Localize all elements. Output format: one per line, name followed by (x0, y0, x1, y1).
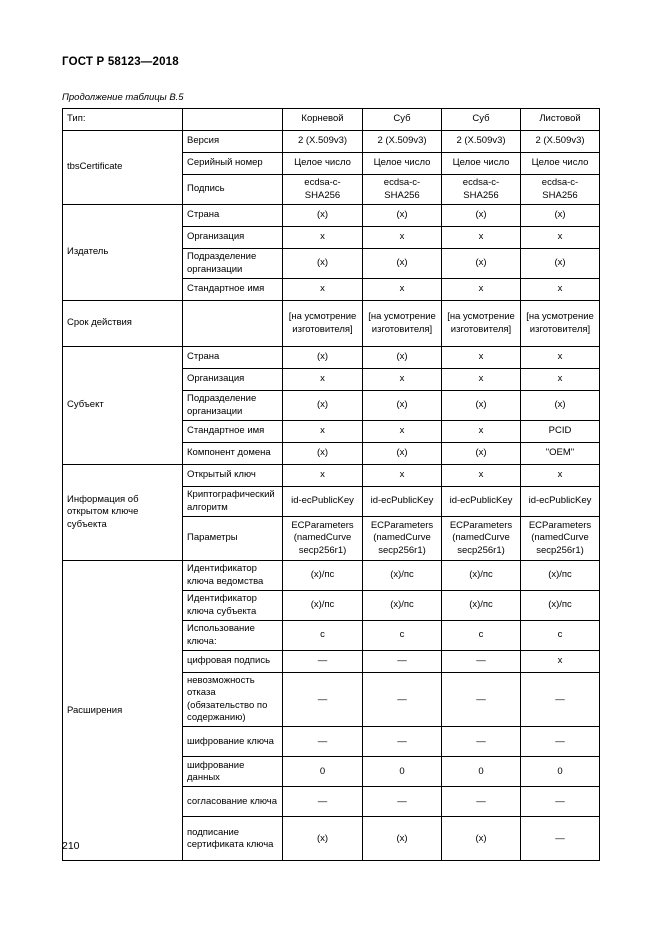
row-label: Страна (183, 205, 283, 227)
cell-value: (x) (442, 391, 521, 421)
certificate-profile-table (62, 108, 600, 861)
cell-value: — (521, 673, 600, 727)
cell-value: [на усмотрение изготовителя] (283, 301, 363, 347)
row-group-label: tbsCertificate (63, 131, 183, 205)
cell-value: 0 (521, 757, 600, 787)
cell-value: (x) (363, 443, 442, 465)
row-label: Серийный номер (183, 153, 283, 175)
row-label (183, 301, 283, 347)
cell-value: x (442, 347, 521, 369)
cell-value: 2 (X.509v3) (283, 131, 363, 153)
row-label: Подразделение организации (183, 391, 283, 421)
table-row (63, 347, 600, 369)
cell-value: с (363, 621, 442, 651)
row-label: Организация (183, 227, 283, 249)
cell-value: [на усмотрение изготовителя] (363, 301, 442, 347)
cell-value: — (363, 651, 442, 673)
cell-value: (x) (521, 391, 600, 421)
cell-value: x (283, 465, 363, 487)
table-row (63, 465, 600, 487)
cell-value: (x)/пс (521, 561, 600, 591)
column-header: Суб (363, 109, 442, 131)
row-label: Открытый ключ (183, 465, 283, 487)
row-label: Страна (183, 347, 283, 369)
cell-value: (x) (283, 817, 363, 861)
cell-value: x (521, 347, 600, 369)
cell-value: (x) (363, 205, 442, 227)
cell-value: — (283, 727, 363, 757)
cell-value: ECParameters (namedCurve secp256r1) (442, 517, 521, 561)
cell-value: id-ecPublicKey (442, 487, 521, 517)
row-group-label: Издатель (63, 205, 183, 301)
table-row (63, 205, 600, 227)
column-header: Суб (442, 109, 521, 131)
cell-value: x (363, 227, 442, 249)
cell-value: (x)/пс (363, 591, 442, 621)
cell-value: x (283, 279, 363, 301)
row-label: Подразделение организации (183, 249, 283, 279)
cell-value: x (363, 421, 442, 443)
cell-value: — (363, 673, 442, 727)
row-label: Параметры (183, 517, 283, 561)
cell-value: Целое число (283, 153, 363, 175)
cell-value: x (521, 279, 600, 301)
cell-value: x (363, 465, 442, 487)
cell-value: (x) (442, 817, 521, 861)
cell-value: x (442, 279, 521, 301)
cell-value: 0 (283, 757, 363, 787)
row-label: Стандартное имя (183, 279, 283, 301)
cell-value: — (283, 651, 363, 673)
cell-value: 0 (363, 757, 442, 787)
table-row (63, 301, 600, 347)
cell-value: x (283, 369, 363, 391)
cell-value: ECParameters (namedCurve secp256r1) (363, 517, 442, 561)
cell-value: (x) (521, 205, 600, 227)
cell-value: [на усмотрение изготовителя] (442, 301, 521, 347)
row-group-label: Информация об открытом ключе субъекта (63, 465, 183, 561)
row-group-label: Субъект (63, 347, 183, 465)
cell-value: — (442, 673, 521, 727)
row-group-label: Срок действия (63, 301, 183, 347)
cell-value: — (442, 651, 521, 673)
cell-value: Целое число (363, 153, 442, 175)
page-number: 210 (62, 840, 80, 852)
table-header-row (63, 109, 600, 131)
cell-value: id-ecPublicKey (283, 487, 363, 517)
cell-value: Целое число (442, 153, 521, 175)
cell-value: ecdsa-c-SHA256 (442, 175, 521, 205)
row-label: Подпись (183, 175, 283, 205)
cell-value: — (283, 673, 363, 727)
cell-value: x (442, 227, 521, 249)
corner-cell-empty (183, 109, 283, 131)
cell-value: (x) (283, 391, 363, 421)
cell-value: — (283, 787, 363, 817)
cell-value: (x) (442, 443, 521, 465)
cell-value: (x)/пс (363, 561, 442, 591)
cell-value: (x) (283, 443, 363, 465)
cell-value: 2 (X.509v3) (363, 131, 442, 153)
row-label: согласование ключа (183, 787, 283, 817)
cell-value: (x) (363, 817, 442, 861)
cell-value: (x) (442, 249, 521, 279)
cell-value: Целое число (521, 153, 600, 175)
row-label: цифровая подпись (183, 651, 283, 673)
cell-value: (x) (363, 347, 442, 369)
cell-value: ecdsa-c-SHA256 (521, 175, 600, 205)
cell-value: (x) (283, 347, 363, 369)
cell-value: ecdsa-c-SHA256 (363, 175, 442, 205)
cell-value: (x) (283, 205, 363, 227)
cell-value: (x) (363, 249, 442, 279)
cell-value: ECParameters (namedCurve secp256r1) (283, 517, 363, 561)
cell-value: ecdsa-c-SHA256 (283, 175, 363, 205)
cell-value: x (442, 369, 521, 391)
cell-value: 2 (X.509v3) (442, 131, 521, 153)
cell-value: [на усмотрение изготовителя] (521, 301, 600, 347)
column-header: Корневой (283, 109, 363, 131)
row-label: Компонент домена (183, 443, 283, 465)
row-label: Идентификатор ключа ведомства (183, 561, 283, 591)
table-caption: Продолжение таблицы В.5 (62, 92, 184, 103)
row-label: Версия (183, 131, 283, 153)
cell-value: — (521, 727, 600, 757)
cell-value: — (363, 787, 442, 817)
cell-value: x (521, 369, 600, 391)
cell-value: (x)/пс (521, 591, 600, 621)
cell-value: x (521, 227, 600, 249)
cell-value: с (283, 621, 363, 651)
cell-value: — (442, 727, 521, 757)
row-group-label: Расширения (63, 561, 183, 861)
row-label: шифрование данных (183, 757, 283, 787)
cell-value: — (442, 787, 521, 817)
corner-cell-type: Тип: (63, 109, 183, 131)
cell-value: (x) (442, 205, 521, 227)
cell-value: id-ecPublicKey (521, 487, 600, 517)
table-row (63, 561, 600, 591)
cell-value: (x)/пс (442, 591, 521, 621)
cell-value: (x) (363, 391, 442, 421)
cell-value: — (521, 817, 600, 861)
cell-value: x (521, 465, 600, 487)
cell-value: 0 (442, 757, 521, 787)
cell-value: x (283, 421, 363, 443)
cell-value: — (521, 787, 600, 817)
cell-value: — (363, 727, 442, 757)
table-row (63, 131, 600, 153)
cell-value: PCID (521, 421, 600, 443)
cell-value: с (521, 621, 600, 651)
row-label: Идентификатор ключа субъекта (183, 591, 283, 621)
cell-value: (x)/пс (442, 561, 521, 591)
row-label: Использование ключа: (183, 621, 283, 651)
cell-value: (x) (283, 249, 363, 279)
row-label: невозможность отказа (обязательство по содержанию) (183, 673, 283, 727)
row-label: Стандартное имя (183, 421, 283, 443)
cell-value: x (442, 421, 521, 443)
row-label: Организация (183, 369, 283, 391)
cell-value: (x)/пс (283, 591, 363, 621)
cell-value: x (363, 279, 442, 301)
row-label: Криптографический алгоритм (183, 487, 283, 517)
cell-value: x (442, 465, 521, 487)
cell-value: x (363, 369, 442, 391)
cell-value: (x)/пс (283, 561, 363, 591)
cell-value: (x) (521, 249, 600, 279)
row-label: шифрование ключа (183, 727, 283, 757)
cell-value: x (283, 227, 363, 249)
row-label: подписание сертификата ключа (183, 817, 283, 861)
cell-value: ECParameters (namedCurve secp256r1) (521, 517, 600, 561)
cell-value: с (442, 621, 521, 651)
cell-value: x (521, 651, 600, 673)
cell-value: "OEM" (521, 443, 600, 465)
document-number: ГОСТ Р 58123—2018 (62, 56, 179, 68)
cell-value: id-ecPublicKey (363, 487, 442, 517)
cell-value: 2 (X.509v3) (521, 131, 600, 153)
column-header: Листовой (521, 109, 600, 131)
